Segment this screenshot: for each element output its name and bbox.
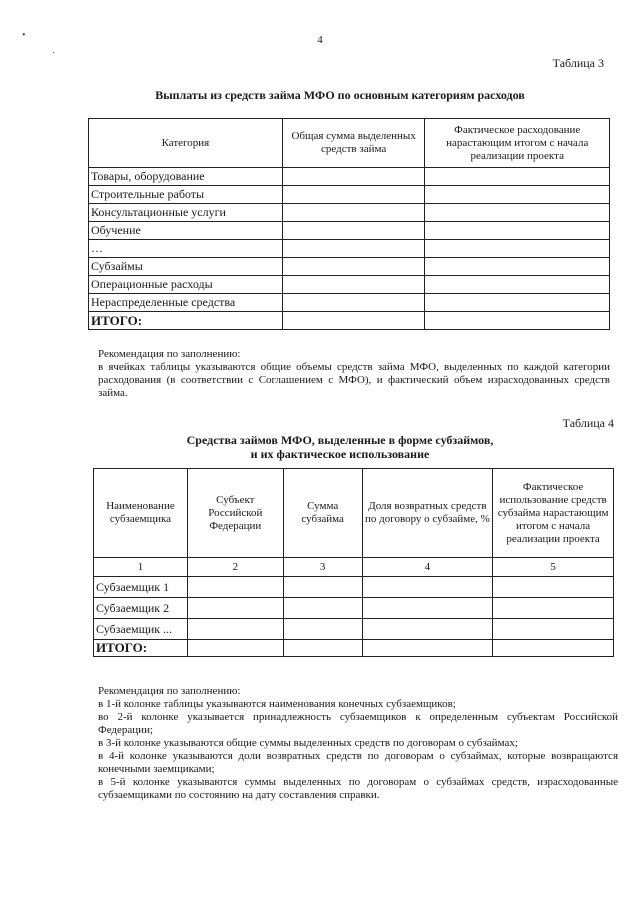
column-header-borrower-name: Наименование субзаемщика — [94, 469, 188, 558]
table-cell — [282, 258, 425, 276]
column-header-category: Категория — [89, 119, 283, 168]
column-header-total-amount: Общая сумма выделенных средств займа — [282, 119, 425, 168]
total-label: ИТОГО: — [94, 640, 188, 657]
table-cell — [425, 222, 610, 240]
row-label: Строительные работы — [89, 186, 283, 204]
table-cell — [425, 312, 610, 330]
table-cell — [282, 276, 425, 294]
note-text: в ячейках таблицы указываются общие объемы средств займа МФО, выделенных по каждой категории расходования (в соответствии с Соглашением с МФО), и фактический объем израсходованных средств займа. — [98, 361, 610, 399]
table-cell — [283, 577, 362, 598]
row-label: Субзаемщик 2 — [94, 598, 188, 619]
table-row — [89, 258, 610, 276]
column-number: 3 — [283, 558, 362, 577]
column-header-return-share: Доля возвратных средств по договору о субзайме, % — [362, 469, 493, 558]
column-number: 5 — [493, 558, 614, 577]
table-cell — [187, 640, 283, 657]
table-cell — [493, 598, 614, 619]
row-label: … — [89, 240, 283, 258]
table4-title — [70, 433, 610, 461]
column-header-actual-spending: Фактическое расходование нарастающим итогом с начала реализации проекта — [425, 119, 610, 168]
note-line: в 5-й колонке указываются суммы выделенных по договорам о субзаймах средств, израсходованные субзаемщиками по состоянию на дату составления справки. — [98, 776, 618, 801]
row-label: Нераспределенные средства — [89, 294, 283, 312]
table-row — [89, 168, 610, 186]
column-number: 4 — [362, 558, 493, 577]
title-line: Средства займов МФО, выделенные в форме субзаймов, — [186, 433, 494, 447]
table-cell — [282, 240, 425, 258]
table-row — [89, 204, 610, 222]
table3 — [88, 118, 610, 330]
table-cell — [425, 258, 610, 276]
table-cell — [283, 640, 362, 657]
total-label: ИТОГО: — [89, 312, 283, 330]
row-label: Субзаемщик 1 — [94, 577, 188, 598]
title-line: и их фактическое использование — [250, 447, 430, 461]
table-cell — [493, 640, 614, 657]
row-label: Консультационные услуги — [89, 204, 283, 222]
table4-caption: Таблица 4 — [562, 416, 614, 430]
table-cell — [362, 619, 493, 640]
table-cell — [187, 577, 283, 598]
row-label: Субзаемщик ... — [94, 619, 188, 640]
note-heading: Рекомендация по заполнению: — [98, 348, 241, 360]
table-header-row — [89, 119, 610, 168]
table-row — [94, 619, 614, 640]
table3-caption: Таблица 3 — [552, 56, 604, 70]
table-cell — [362, 640, 493, 657]
table-row — [89, 186, 610, 204]
table-cell — [282, 168, 425, 186]
table-cell — [282, 294, 425, 312]
table-total-row — [89, 312, 610, 330]
table-cell — [493, 619, 614, 640]
table-row — [89, 294, 610, 312]
note-heading: Рекомендация по заполнению: — [98, 685, 241, 697]
table-cell — [283, 598, 362, 619]
table-header-row — [94, 469, 614, 558]
table-cell — [425, 168, 610, 186]
column-header-region: Субъект Российской Федерации — [187, 469, 283, 558]
table-cell — [362, 577, 493, 598]
table-cell — [425, 186, 610, 204]
scan-speck: · — [52, 48, 56, 59]
table-row — [94, 598, 614, 619]
table-cell — [282, 186, 425, 204]
table3-title: Выплаты из средств займа МФО по основным категориям расходов — [155, 88, 525, 102]
column-header-subloan-amount: Сумма субзайма — [283, 469, 362, 558]
column-number: 1 — [94, 558, 188, 577]
row-label: Обучение — [89, 222, 283, 240]
table-cell — [425, 240, 610, 258]
table-cell — [425, 204, 610, 222]
table-cell — [493, 577, 614, 598]
table4 — [93, 468, 614, 657]
column-number-row — [94, 558, 614, 577]
table-row — [94, 577, 614, 598]
table-total-row — [94, 640, 614, 657]
row-label: Субзаймы — [89, 258, 283, 276]
table-cell — [425, 294, 610, 312]
table-cell — [187, 619, 283, 640]
note-line: в 4-й колонке указываются доли возвратных средств по договорам о субзаймах, которые возвращаются конечными заемщиками; — [98, 750, 618, 775]
scan-speck: • — [22, 30, 26, 41]
table-cell — [282, 222, 425, 240]
row-label: Товары, оборудование — [89, 168, 283, 186]
table4-recommendation — [98, 685, 618, 802]
note-line: в 1-й колонке таблицы указываются наименования конечных субзаемщиков; — [98, 698, 456, 710]
table-cell — [187, 598, 283, 619]
note-line: во 2-й колонке указывается принадлежность субзаемщиков к определенным субъектам Российской Федерации; — [98, 711, 618, 736]
table-row — [89, 240, 610, 258]
table-cell — [282, 204, 425, 222]
row-label: Операционные расходы — [89, 276, 283, 294]
table-cell — [283, 619, 362, 640]
table-row — [89, 276, 610, 294]
table-row — [89, 222, 610, 240]
table3-recommendation — [98, 348, 610, 400]
table-cell — [282, 312, 425, 330]
column-header-actual-use: Фактическое использование средств субзайма нарастающим итогом с начала реализации проекта — [493, 469, 614, 558]
table-cell — [362, 598, 493, 619]
page-number: 4 — [317, 34, 323, 46]
column-number: 2 — [187, 558, 283, 577]
table-cell — [425, 276, 610, 294]
note-line: в 3-й колонке указываются общие суммы выделенных средств по договорам о субзаймах; — [98, 737, 518, 749]
